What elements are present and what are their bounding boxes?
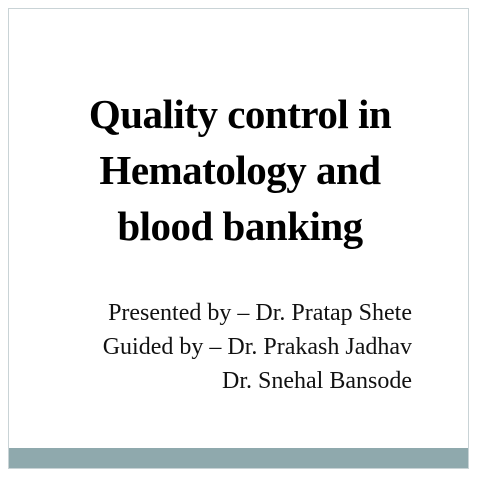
title-line-2: Hematology and <box>99 147 381 193</box>
footer-bar <box>9 448 468 468</box>
slide-title <box>40 86 440 254</box>
title-line-1: Quality control in <box>88 91 392 137</box>
presented-by-line: Presented by – Dr. Pratap Shete <box>108 300 412 326</box>
title-line-3: blood banking <box>117 203 363 249</box>
guided-by-line: Guided by – Dr. Prakash Jadhav <box>102 334 412 360</box>
co-guide-line: Dr. Snehal Bansode <box>222 368 412 394</box>
presenter-credits <box>103 296 412 398</box>
